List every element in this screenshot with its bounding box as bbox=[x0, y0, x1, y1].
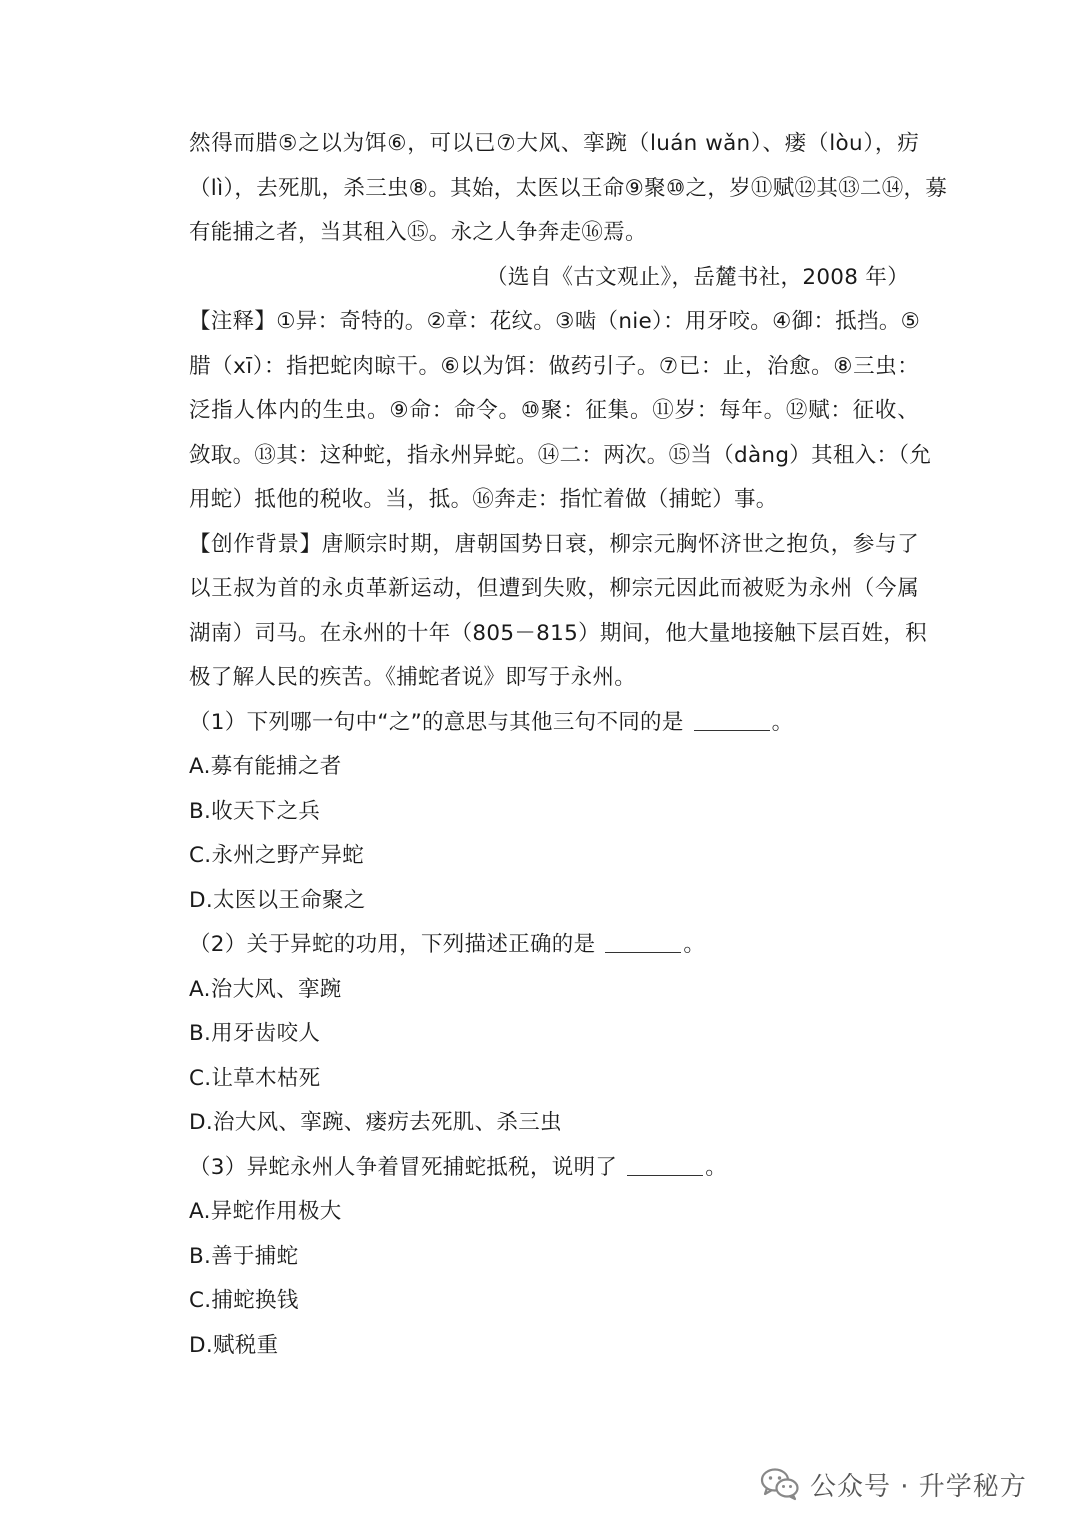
question-option: A.治大风、挛踠 bbox=[189, 976, 342, 1002]
question-option: D.治大风、挛踠、瘘疠去死肌、杀三虫 bbox=[189, 1110, 562, 1135]
question-option: C.捕蛇换钱 bbox=[189, 1288, 299, 1313]
background-line: 湖南）司马。在永州的十年（805－815）期间，他大量地接触下层百姓，积 bbox=[189, 620, 927, 646]
answer-blank[interactable] bbox=[694, 708, 770, 731]
question-stem: （2）关于异蛇的功用，下列描述正确的是 。 bbox=[189, 932, 706, 957]
source-citation: （选自《古文观止》，岳麓书社，2008 年） bbox=[486, 264, 909, 290]
passage-line: 然得而腊⑤之以为饵⑥，可以已⑦大风、挛踠（luán wǎn）、瘘（lòu），疠 bbox=[189, 131, 919, 156]
background-line: 极了解人民的疾苦。《捕蛇者说》即写于永州。 bbox=[189, 665, 637, 690]
wechat-icon bbox=[760, 1467, 800, 1501]
question-option: B.收天下之兵 bbox=[189, 798, 321, 824]
notes-line: 【注释】①异：奇特的。②章：花纹。③啮（nie）：用牙咬。④御：抵挡。⑤ bbox=[189, 309, 921, 334]
notes-line: 敛取。⑬其：这种蛇，指永州异蛇。⑭二：两次。⑮当（dàng）其租入：（允 bbox=[189, 442, 932, 468]
question-option: A.异蛇作用极大 bbox=[189, 1199, 342, 1224]
question-stem: （3）异蛇永州人争着冒死捕蛇抵税，说明了 。 bbox=[189, 1154, 727, 1180]
answer-blank[interactable] bbox=[627, 1153, 703, 1176]
watermark-footer bbox=[760, 1462, 1060, 1506]
question-option: C.让草木枯死 bbox=[189, 1065, 321, 1091]
document-page bbox=[189, 122, 948, 1368]
question-option: C.永州之野产异蛇 bbox=[189, 843, 365, 868]
question-option: B.用牙齿咬人 bbox=[189, 1021, 321, 1046]
footer-label: 公众号 · 升学秘方 bbox=[810, 1471, 1027, 1502]
notes-line: 腊（xī）：指把蛇肉晾干。⑥以为饵：做药引子。⑦已：止，治愈。⑧三虫： bbox=[189, 353, 919, 379]
passage-line: （lì），去死肌，杀三虫⑧。其始，太医以王命⑨聚⑩之，岁⑪赋⑫其⑬二⑭，募 bbox=[189, 175, 948, 201]
background-line: 以王叔为首的永贞革新运动，但遭到失败，柳宗元因此而被贬为永州（今属 bbox=[189, 576, 919, 601]
question-stem: （1）下列哪一句中“之”的意思与其他三句不同的是 。 bbox=[189, 709, 794, 735]
answer-blank[interactable] bbox=[605, 930, 681, 953]
notes-line: 用蛇）抵他的税收。当，抵。⑯奔走：指忙着做（捕蛇）事。 bbox=[189, 487, 778, 512]
question-option: D.太医以王命聚之 bbox=[189, 887, 366, 913]
question-option: D.赋税重 bbox=[189, 1332, 279, 1358]
passage-line: 有能捕之者，当其租入⑮。永之人争奔走⑯焉。 bbox=[189, 220, 647, 245]
background-line: 【创作背景】唐顺宗时期，唐朝国势日衰，柳宗元胸怀济世之抱负，参与了 bbox=[189, 531, 919, 557]
notes-line: 泛指人体内的生虫。⑨命：命令。⑩聚：征集。⑪岁：每年。⑫赋：征收、 bbox=[189, 398, 919, 423]
question-option: A.募有能捕之者 bbox=[189, 754, 342, 779]
question-option: B.善于捕蛇 bbox=[189, 1243, 299, 1269]
